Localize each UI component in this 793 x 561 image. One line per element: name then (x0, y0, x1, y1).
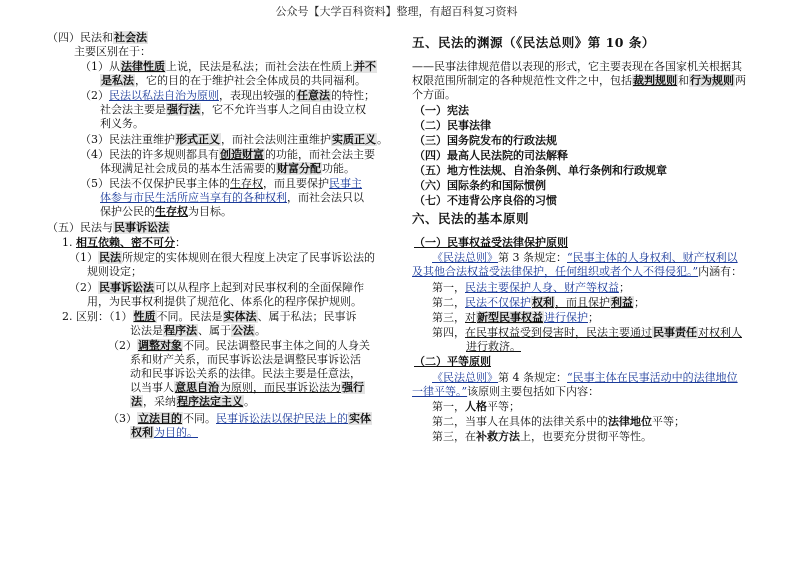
section-4-title: （四）民法和社会法 (47, 31, 147, 44)
paragraph-line: （1）从法律性质上说，民法是私法；而社会法在性质上并不 (80, 60, 376, 73)
paragraph-line: （4）民法的许多规则都具有创造财富的功能，而社会法主要 (80, 148, 375, 161)
paragraph-line: 讼法是程序法、属于公法。 (130, 324, 266, 337)
paragraph-line: 第二，民法不仅保护权利，而且保护利益； (432, 296, 645, 309)
source-item: （四）最高人民法院的司法解释 (414, 149, 568, 162)
source-item: （三）国务院发布的行政法规 (414, 134, 557, 147)
paragraph-line: 体参与市民生活所应当享有的各种权利，而社会法只以 (100, 191, 364, 204)
paragraph-line: ——民事法律规范借以表现的形式，它主要表现在各国家机关根据其 (412, 60, 742, 73)
source-item: （五）地方性法规、自治条例、单行条例和行政规章 (414, 164, 667, 177)
paragraph-line: 及其他合法权益受法律保护，任何组织或者个人不得侵犯。”内涵有： (412, 265, 743, 278)
paragraph-line: 利义务。 (100, 117, 144, 130)
paragraph-line: 系和财产关系，而民事诉讼法是调整民事诉讼活 (130, 353, 361, 366)
paragraph-line: （1）民法所规定的实体规则在很大程度上决定了民事诉讼法的 (69, 251, 375, 264)
paragraph-line: 体现满足社会成员的基本生活需要的财富分配功能。 (100, 162, 355, 175)
paragraph-line: 社会法主要是强行法，它不允许当事人之间自由设立权 (100, 103, 366, 116)
paragraph-line: （3）立法目的不同。民事诉讼法以保护民法上的实体 (108, 412, 371, 425)
paragraph-line: 第二，当事人在具体的法律关系中的法律地位平等； (432, 415, 685, 428)
paragraph-line: 权限范围所制定的各种规范性文件之中，包括裁判规则和行为规则两 (412, 74, 746, 87)
source-item: （二）民事法律 (414, 119, 491, 132)
paragraph-line: 权利为目的。 (131, 426, 198, 439)
paragraph-line: （5）民法不仅保护民事主体的生存权，而且要保护民事主 (80, 177, 362, 190)
paragraph-line: 一律平等。”该原则主要包括如下内容： (412, 385, 600, 398)
section-heading-principles: 六、民法的基本原则 (412, 211, 530, 226)
paragraph-line: （2）调整对象不同。民法调整民事主体之间的人身关 (108, 339, 370, 352)
paragraph-line: 第一，人格平等； (432, 400, 520, 413)
paragraph-line: 保护公民的生存权为目标。 (100, 205, 232, 218)
paragraph-line: 第一，民法主要保护人身、财产等权益； (432, 281, 630, 294)
paragraph-line: 第四，在民事权益受到侵害时，民法主要通过民事责任对权利人 (432, 326, 742, 339)
source-item: （七）不违背公序良俗的习惯 (414, 194, 557, 207)
page-header: 公众号【大学百科资料】整理，有超百科复习资料 (275, 5, 518, 18)
paragraph-line: （2）民事诉讼法可以从程序上起到对民事权利的全面保障作 (69, 281, 364, 294)
source-item: （一）宪法 (414, 104, 469, 117)
paragraph-line: （3）民法注重维护形式正义，而社会法则注重维护实质正义。 (80, 133, 388, 146)
principle-heading: （一）民事权益受法律保护原则 (414, 236, 568, 249)
paragraph-line: （2）民法以私法自治为原则，表现出较强的任意法的特性； (80, 89, 375, 102)
paragraph-line: 法，采纳程序法定主义。 (131, 395, 255, 408)
section-4-subtitle: 主要区别在于： (74, 45, 151, 58)
paragraph-line: 《民法总则》第 3 条规定：“民事主体的人身权利、财产权利以 (432, 251, 738, 264)
paragraph-line: 第三，对新型民事权益进行保护； (432, 311, 599, 324)
source-item: （六）国际条约和国际惯例 (414, 179, 546, 192)
paragraph-line: 2. 区别：（1）性质不同。民法是实体法、属于私法；民事诉 (62, 310, 357, 323)
paragraph-line: 1. 相互依赖、密不可分： (62, 236, 186, 249)
paragraph-line: 是私法，它的目的在于维护社会全体成员的共同福利。 (101, 74, 366, 87)
paragraph-line: 以当事人意思自治为原则，而民事诉讼法为强行 (130, 381, 364, 394)
paragraph-line: 《民法总则》第 4 条规定：“民事主体在民事活动中的法律地位 (432, 371, 738, 384)
paragraph-line: 第三，在补救方法上，也要充分贯彻平等性。 (432, 430, 652, 443)
section-5-title: （五）民法与民事诉讼法 (47, 221, 169, 234)
section-heading-sources: 五、民法的渊源（《民法总则》第 10 条） (412, 35, 655, 50)
paragraph-line: 动和民事诉讼关系的法律。民法主要是任意法， (130, 367, 361, 380)
paragraph-line: 个方面。 (412, 88, 456, 101)
principle-heading: （二）平等原则 (414, 355, 491, 368)
paragraph-line: 进行救济。 (466, 340, 521, 353)
paragraph-line: 用，为民事权利提供了规范化、体系化的程序保护规则。 (87, 295, 362, 308)
paragraph-line: 规则设定； (87, 265, 142, 278)
